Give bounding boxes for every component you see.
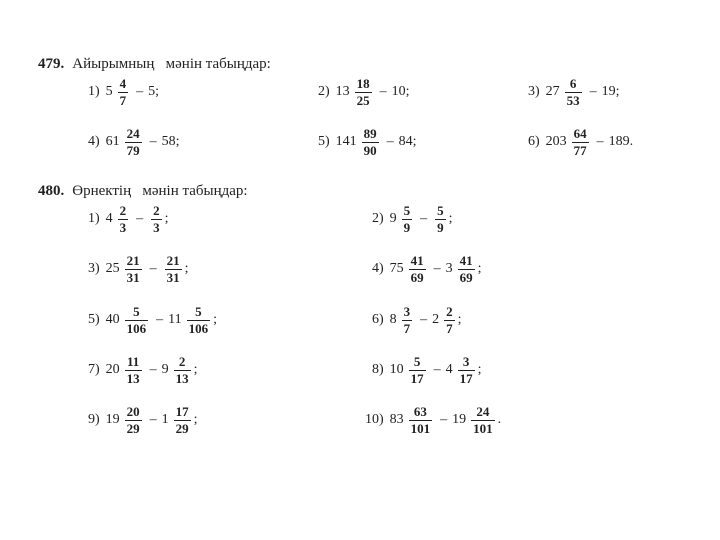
item-number: 7) [88, 362, 100, 378]
denominator: 31 [126, 269, 140, 285]
denominator: 31 [166, 269, 180, 285]
punctuation: ; [213, 312, 218, 328]
item-number: 3) [88, 261, 100, 277]
denominator: 7 [446, 320, 453, 336]
fraction [458, 254, 475, 284]
exercise-480-item [88, 305, 217, 335]
minus-sign: – [379, 84, 387, 100]
fraction [572, 127, 589, 157]
numerator: 5 [413, 354, 421, 369]
exercise-479-item [528, 127, 633, 157]
item-number: 6) [528, 134, 540, 150]
whole-part: 3 [445, 261, 453, 277]
whole-part: 8 [389, 312, 397, 328]
numerator: 20 [126, 404, 140, 419]
exercise-480-item [88, 254, 189, 284]
subtrahend: 58; [161, 134, 180, 150]
subtrahend: 19; [601, 84, 620, 100]
whole-part: 9 [161, 362, 169, 378]
denominator: 17 [410, 370, 424, 386]
whole-part: 9 [389, 211, 397, 227]
numerator: 64 [573, 126, 587, 141]
whole-part: 20 [105, 362, 120, 378]
fraction [151, 204, 162, 234]
whole-part: 4 [445, 362, 453, 378]
denominator: 106 [126, 320, 147, 336]
minus-sign: – [149, 362, 157, 378]
punctuation: ; [193, 412, 198, 428]
fraction [125, 305, 149, 335]
numerator: 2 [178, 354, 186, 369]
exercise-480-item [88, 204, 169, 234]
fraction [409, 254, 426, 284]
numerator: 5 [437, 203, 444, 218]
minus-sign: – [149, 134, 157, 150]
exercise-479-item [88, 127, 180, 157]
denominator: 101 [410, 420, 431, 436]
whole-part: 27 [545, 84, 560, 100]
whole-part: 19 [452, 412, 467, 428]
numerator: 5 [403, 203, 411, 218]
exercise-479-item [318, 127, 417, 157]
numerator: 2 [153, 203, 160, 218]
fraction [174, 355, 191, 385]
exercise-479-item [528, 77, 620, 107]
fraction [444, 305, 455, 335]
minus-sign: – [386, 134, 394, 150]
whole-part: 203 [545, 134, 567, 150]
fraction [125, 405, 142, 435]
punctuation: ; [184, 261, 189, 277]
minus-sign: – [596, 134, 604, 150]
punctuation: ; [193, 362, 198, 378]
punctuation: ; [477, 362, 482, 378]
exercise-480-number: 480. [38, 183, 65, 199]
whole-part: 2 [432, 312, 440, 328]
exercise-479-item [88, 77, 159, 107]
exercise-480-header [38, 183, 248, 200]
numerator: 6 [569, 76, 577, 91]
fraction [174, 405, 191, 435]
fraction [362, 127, 379, 157]
item-number: 9) [88, 412, 100, 428]
numerator: 2 [119, 203, 127, 218]
fraction [435, 204, 446, 234]
whole-part: 61 [105, 134, 120, 150]
subtrahend: 84; [398, 134, 417, 150]
minus-sign: – [440, 412, 448, 428]
fraction [471, 405, 495, 435]
denominator: 17 [459, 370, 473, 386]
item-number: 2) [318, 84, 330, 100]
fraction [355, 77, 372, 107]
fraction [402, 305, 413, 335]
fraction [165, 254, 182, 284]
exercise-480-item [88, 355, 198, 385]
numerator: 24 [126, 126, 140, 141]
fraction [118, 204, 129, 234]
item-number: 1) [88, 211, 100, 227]
exercise-480-item [372, 305, 462, 335]
numerator: 2 [446, 304, 453, 319]
numerator: 17 [175, 404, 189, 419]
denominator: 106 [188, 320, 209, 336]
numerator: 41 [459, 253, 473, 268]
item-number: 5) [318, 134, 330, 150]
exercise-480-item [372, 204, 453, 234]
denominator: 13 [175, 370, 189, 386]
exercise-480-title: Өрнектің мәнін табыңдар: [72, 183, 248, 199]
denominator: 69 [459, 269, 473, 285]
item-number: 4) [372, 261, 384, 277]
denominator: 69 [410, 269, 424, 285]
item-number: 6) [372, 312, 384, 328]
punctuation: ; [448, 211, 453, 227]
denominator: 53 [566, 92, 580, 108]
exercise-480-item [365, 405, 501, 435]
denominator: 25 [356, 92, 370, 108]
numerator: 18 [356, 76, 370, 91]
fraction [125, 254, 142, 284]
whole-part: 11 [168, 312, 182, 328]
denominator: 3 [119, 219, 127, 235]
fraction [565, 77, 582, 107]
fraction [125, 355, 142, 385]
numerator: 5 [195, 304, 202, 319]
minus-sign: – [156, 312, 164, 328]
minus-sign: – [433, 362, 441, 378]
fraction [118, 77, 129, 107]
whole-part: 10 [389, 362, 404, 378]
subtrahend: 10; [391, 84, 410, 100]
whole-part: 75 [389, 261, 404, 277]
numerator: 3 [403, 304, 411, 319]
numerator: 21 [126, 253, 140, 268]
minus-sign: – [420, 211, 428, 227]
denominator: 77 [573, 142, 587, 158]
denominator: 29 [175, 420, 189, 436]
fraction [125, 127, 142, 157]
fraction [409, 405, 433, 435]
whole-part: 4 [105, 211, 113, 227]
minus-sign: – [149, 261, 157, 277]
exercise-479-item [318, 77, 410, 107]
numerator: 89 [363, 126, 377, 141]
fraction [402, 204, 413, 234]
exercise-479-header [38, 56, 271, 73]
numerator: 63 [413, 404, 427, 419]
fraction [409, 355, 426, 385]
item-number: 5) [88, 312, 100, 328]
numerator: 5 [133, 304, 140, 319]
punctuation: ; [457, 312, 462, 328]
exercise-479-number: 479. [38, 56, 65, 72]
denominator: 7 [403, 320, 411, 336]
item-number: 10) [365, 412, 384, 428]
whole-part: 19 [105, 412, 120, 428]
denominator: 9 [403, 219, 411, 235]
numerator: 21 [166, 253, 180, 268]
denominator: 79 [126, 142, 140, 158]
minus-sign: – [433, 261, 441, 277]
denominator: 101 [473, 420, 493, 436]
minus-sign: – [589, 84, 597, 100]
denominator: 29 [126, 420, 140, 436]
fraction [187, 305, 211, 335]
subtrahend: 189. [608, 134, 634, 150]
numerator: 24 [476, 404, 490, 419]
denominator: 13 [126, 370, 140, 386]
whole-part: 25 [105, 261, 120, 277]
exercise-480-item [88, 405, 198, 435]
numerator: 11 [127, 354, 140, 369]
whole-part: 5 [105, 84, 113, 100]
exercise-480-item [372, 355, 482, 385]
subtrahend: 5; [148, 84, 160, 100]
numerator: 3 [462, 354, 470, 369]
punctuation: ; [477, 261, 482, 277]
numerator: 41 [410, 253, 424, 268]
item-number: 3) [528, 84, 540, 100]
whole-part: 83 [389, 412, 404, 428]
minus-sign: – [149, 412, 157, 428]
minus-sign: – [136, 84, 144, 100]
fraction [458, 355, 475, 385]
item-number: 1) [88, 84, 100, 100]
denominator: 3 [153, 219, 160, 235]
punctuation: ; [164, 211, 169, 227]
whole-part: 141 [335, 134, 357, 150]
whole-part: 40 [105, 312, 120, 328]
minus-sign: – [136, 211, 144, 227]
denominator: 9 [437, 219, 444, 235]
item-number: 8) [372, 362, 384, 378]
whole-part: 13 [335, 84, 350, 100]
item-number: 4) [88, 134, 100, 150]
denominator: 7 [119, 92, 127, 108]
denominator: 90 [363, 142, 377, 158]
item-number: 2) [372, 211, 384, 227]
minus-sign: – [420, 312, 428, 328]
exercise-479-title: Айырымның мәнін табыңдар: [72, 56, 271, 72]
numerator: 4 [119, 76, 127, 91]
exercise-480-item [372, 254, 482, 284]
whole-part: 1 [161, 412, 169, 428]
punctuation: . [497, 412, 502, 428]
